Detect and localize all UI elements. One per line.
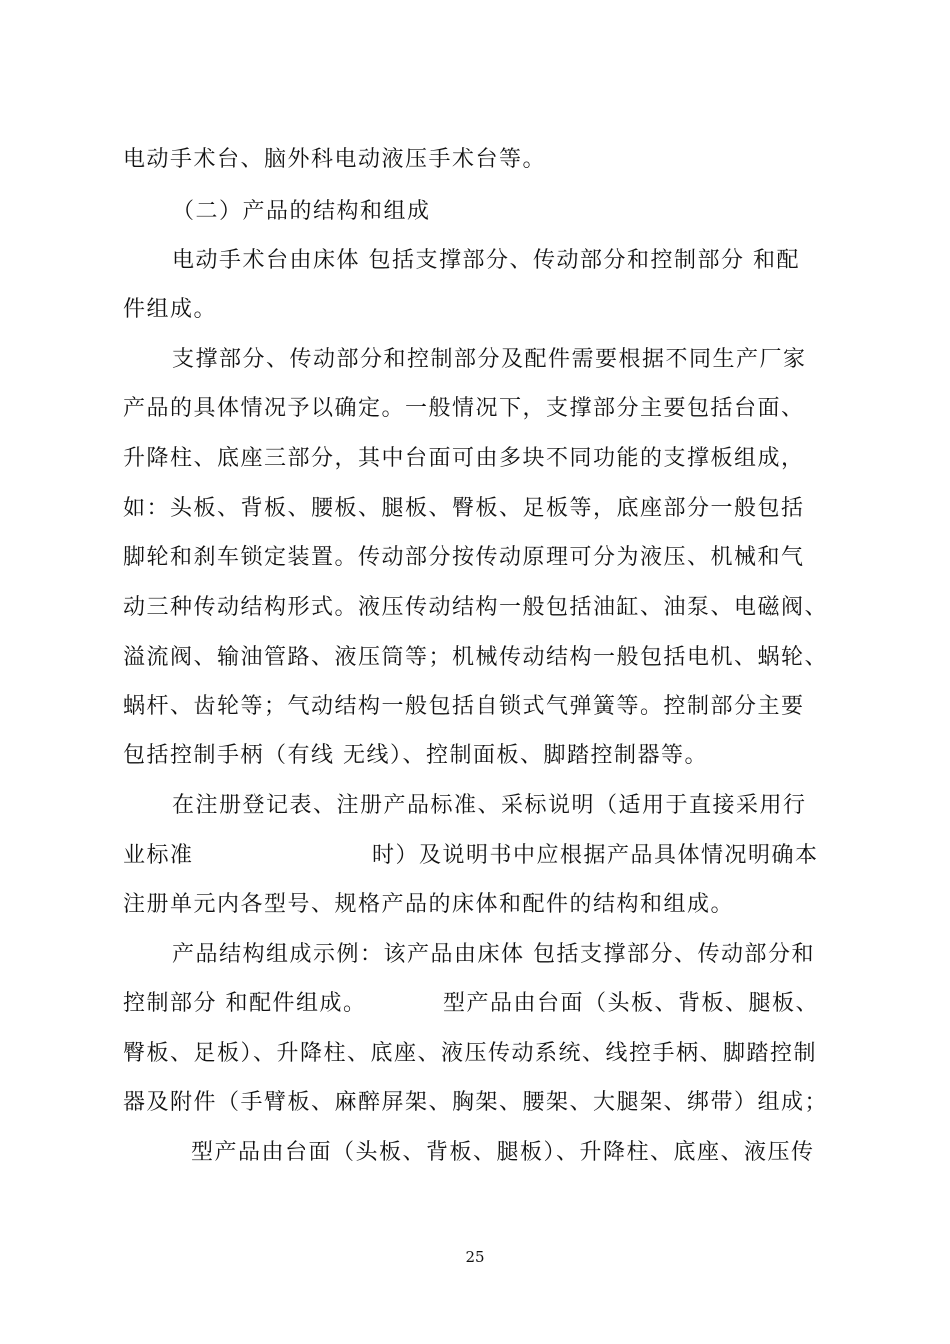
text-line: 时）及说明书中应根据产品具体情况明确本 xyxy=(372,843,819,868)
text-line: 业标准 xyxy=(123,843,194,868)
text-line: 脚轮和刹车锁定装置。传动部分按传动原理可分为液压、机械和气 xyxy=(123,545,805,570)
text-line: 动三种传动结构形式。液压传动结构一般包括油缸、油泵、电磁阀、 xyxy=(123,595,829,620)
text-line: 产品结构组成示例：该产品由床体 包括支撑部分、传动部分和 xyxy=(172,942,815,967)
text-line: 臀板、足板）、升降柱、底座、液压传动系统、线控手柄、脚踏控制 xyxy=(123,1041,818,1066)
text-line: 支撑部分、传动部分和控制部分及配件需要根据不同生产厂家 xyxy=(172,347,807,372)
text-line: 如：头板、背板、腰板、腿板、臀板、足板等，底座部分一般包括 xyxy=(123,496,805,521)
text-line: 电动手术台由床体 包括支撑部分、传动部分和控制部分 和配 xyxy=(172,248,800,273)
text-line: 注册单元内各型号、规格产品的床体和配件的结构和组成。 xyxy=(123,892,735,917)
text-line: 蜗杆、齿轮等；气动结构一般包括自锁式气弹簧等。控制部分主要 xyxy=(123,694,805,719)
text-line: 电动手术台、脑外科电动液压手术台等。 xyxy=(123,147,547,172)
text-line: 升降柱、底座三部分，其中台面可由多块不同功能的支撑板组成， xyxy=(123,446,805,471)
section-heading: （二）产品的结构和组成 xyxy=(172,199,431,224)
text-line: 器及附件（手臂板、麻醉屏架、胸架、腰架、大腿架、绑带）组成； xyxy=(123,1090,829,1115)
text-line: 控制部分 和配件组成。 xyxy=(123,991,367,1016)
text-line: 件组成。 xyxy=(123,297,218,322)
text-line: 型产品由台面（头板、背板、腿板、 xyxy=(443,991,820,1016)
text-line: 溢流阀、输油管路、液压筒等；机械传动结构一般包括电机、蜗轮、 xyxy=(123,645,829,670)
text-line: 在注册登记表、注册产品标准、采标说明（适用于直接采用行 xyxy=(172,793,807,818)
text-line: 产品的具体情况予以确定。一般情况下，支撑部分主要包括台面、 xyxy=(123,396,805,421)
text-line: 型产品由台面（头板、背板、腿板）、升降柱、底座、液压传 xyxy=(191,1140,815,1165)
page-number: 25 xyxy=(465,1248,485,1266)
text-line: 包括控制手柄（有线 无线）、控制面板、脚踏控制器等。 xyxy=(123,743,708,768)
